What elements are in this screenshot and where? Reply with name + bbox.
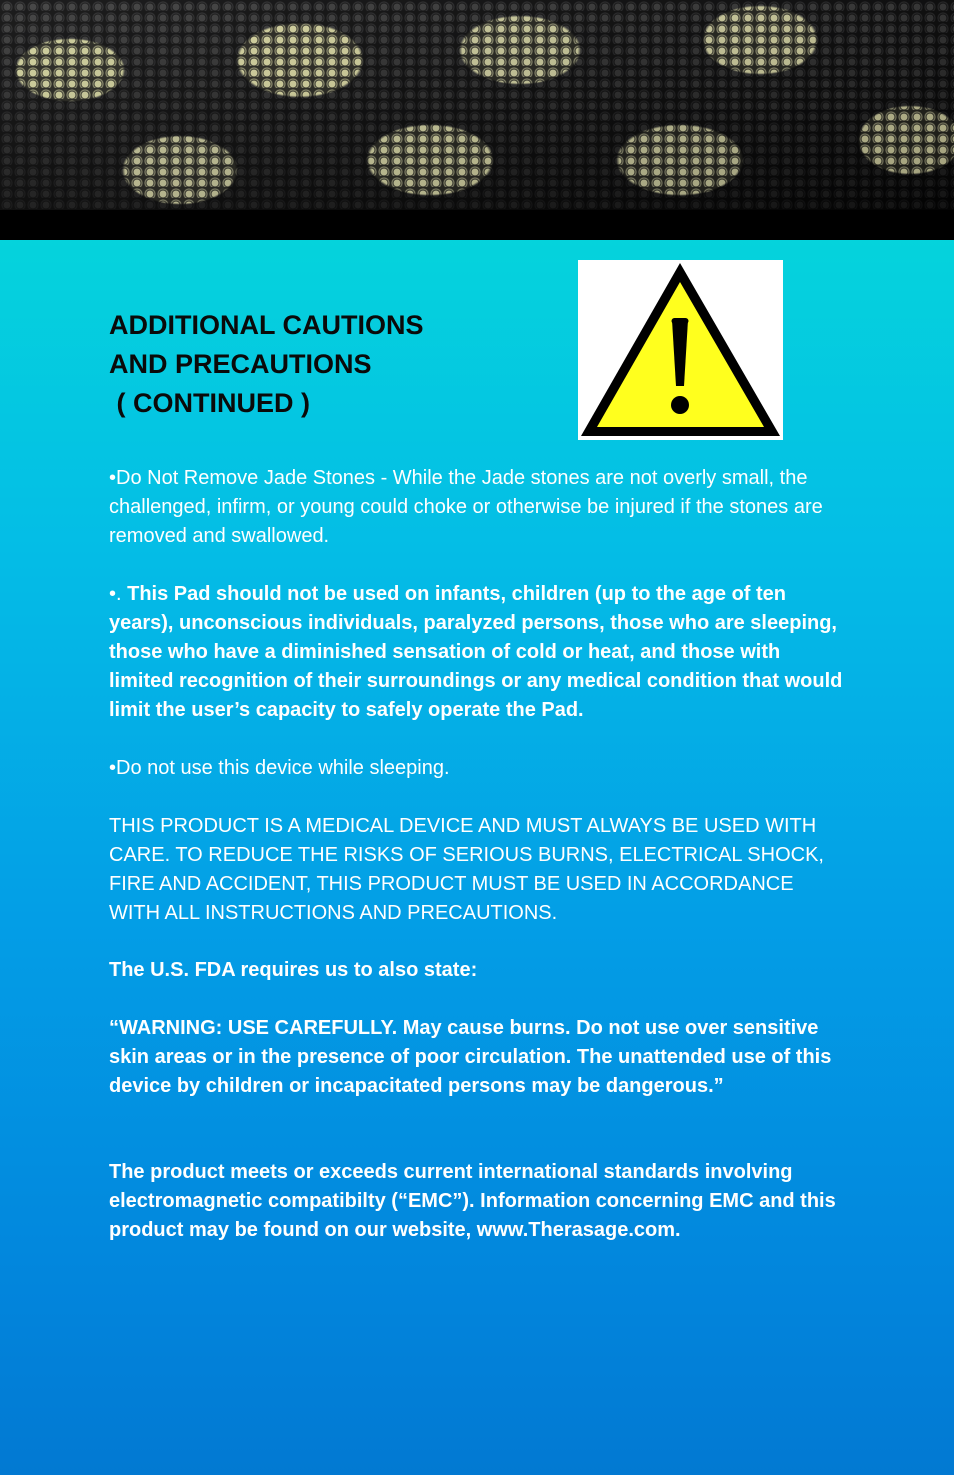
page-title-line-3: ( CONTINUED ) [109, 388, 310, 418]
fda-warning: “WARNING: USE CAREFULLY. May cause burns. Do not use over sensitive skin areas or in the presence of poor circulation. The unattended use of this device by children or incapacitated persons may be dangerous.” [109, 1017, 832, 1097]
jade-stones-caution: •Do Not Remove Jade Stones - While the Jade stones are not overly small, the challenged, infirm, or young could choke or otherwise be injured if the stones are removed and swallowed. [109, 467, 823, 547]
infants-caution [109, 580, 849, 725]
jade-mesh-photo [0, 0, 954, 210]
bullet-prefix: •. [109, 583, 128, 605]
page-title [109, 306, 549, 423]
page-title-line-2: AND PRECAUTIONS [109, 349, 372, 379]
warning-sign [578, 260, 783, 440]
photo-sheen [0, 0, 954, 210]
warning-triangle-icon [578, 260, 783, 440]
emc-notice: The product meets or exceeds current international standards involving electromagnetic compatibilty (“EMC”). Information concerning EMC and this product may be found on our website, www.Therasage.com. [109, 1161, 836, 1241]
header-divider-band [0, 210, 954, 240]
sleeping-caution: •Do not use this device while sleeping. [109, 757, 450, 779]
medical-device-notice: THIS PRODUCT IS A MEDICAL DEVICE AND MUST ALWAYS BE USED WITH CARE. TO REDUCE THE RISKS OF SERIOUS BURNS, ELECTRICAL SHOCK, FIRE AND ACCIDENT, THIS PRODUCT MUST BE USED IN ACCORDANCE WITH ALL INSTRUCTIONS AND PRECAUTIONS. [109, 815, 824, 924]
fda-intro: The U.S. FDA requires us to also state: [109, 959, 478, 981]
infants-caution-text: This Pad should not be used on infants, children (up to the age of ten years), unconscious individuals, paralyzed persons, those who are sleeping, those who have a diminished sensation of cold or heat, and those with limited recognition of their surroundings or any medical condition that would limit the user’s capacity to safely operate the Pad. [109, 583, 843, 721]
page-title-line-1: ADDITIONAL CAUTIONS [109, 310, 424, 340]
